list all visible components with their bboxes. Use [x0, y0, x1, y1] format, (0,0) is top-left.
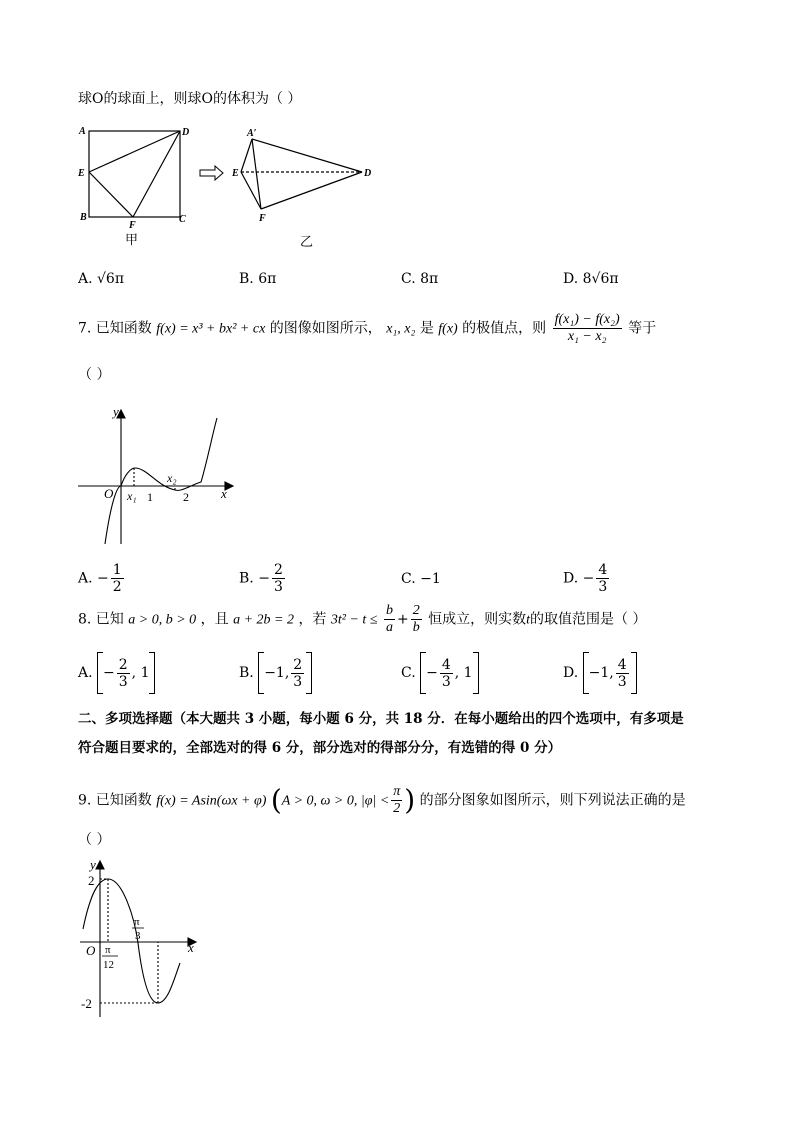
q6-option-a: A. √6π: [78, 271, 125, 287]
label-F: F: [129, 220, 136, 231]
q9-stem: 9. 已知函数 f(x) = Asin(ωx + φ) (A > 0, ω > 0, |φ| < $\frac{\pi}{2}$ ) 的部分图象如图所示，则下列说法正确的是: [78, 783, 686, 817]
pi12-den: 12: [103, 959, 114, 971]
q8-option-d: D. −1, $\frac{4}{3}$: [563, 652, 637, 694]
q7-option-d: D. − $\frac{4}{3}$: [563, 562, 608, 595]
q7-paren: （ ）: [78, 367, 111, 383]
q8-option-b: B. −1, $\frac{2}{3}$: [239, 652, 312, 694]
one-label: 1: [147, 490, 153, 504]
label-A: A: [79, 126, 86, 137]
label-C: C: [179, 214, 186, 225]
q6-figure: [75, 122, 395, 252]
q8-option-c: C. − $\frac{4}{3}$ , 1: [401, 652, 479, 694]
pi3-num: π: [134, 916, 140, 928]
pi12-num: π: [105, 944, 111, 956]
y-label: y: [113, 404, 119, 419]
x2-label: x₂: [167, 471, 177, 485]
q6-option-b: B. 6π: [239, 271, 277, 287]
label-E: E: [78, 168, 85, 179]
square-figure: [89, 131, 180, 217]
arrow-icon: [200, 166, 223, 180]
q8-option-a: A. − $\frac{2}{3}$ , 1: [78, 652, 155, 694]
q7-graph: [75, 402, 240, 550]
label-D2: D: [364, 168, 372, 179]
q7-option-b: B. − $\frac{2}{3}$: [239, 562, 283, 595]
fig-label-left: 甲: [125, 232, 139, 247]
label-A-prime: A′: [247, 128, 257, 139]
y-label: y: [90, 857, 96, 872]
q7-option-a: A. − $\frac{1}{2}$: [78, 562, 122, 595]
origin-label: O: [86, 943, 96, 958]
label-D: D: [182, 127, 190, 138]
q8-stem: 8. 已知 a > 0, b > 0 ，且 a + 2b = 2 ，若 3t² − t ≤ $\frac{b}{a}$ + $\frac{2}{b}$ 恒成立，则实数t的取值范围是（ ）: [78, 603, 647, 635]
tetrahedron-figure: [241, 139, 362, 209]
q9-graph: [78, 855, 208, 1020]
fig-label-right: 乙: [300, 234, 314, 249]
q7-option-c: C. −1: [401, 571, 441, 587]
q9-paren: （ ）: [78, 832, 111, 848]
q6-option-d: D. 8√6π: [563, 271, 619, 287]
label-E2: E: [232, 168, 239, 179]
label-F2: F: [259, 213, 266, 224]
origin-label: O: [104, 486, 114, 501]
label-B: B: [80, 212, 87, 223]
sine-curve: [83, 879, 180, 1003]
q6-stem: 球O的球面上，则球O的体积为（ ）: [78, 91, 302, 107]
section-heading-line2: 符合题目要求的，全部选对的得 6 分，部分选对的得部分分，有选错的得 0 分）: [78, 740, 562, 756]
x-label: x: [188, 940, 194, 955]
section-heading-line1: 二、多项选择题（本大题共 3 小题，每小题 6 分，共 18 分．在每小题给出的四个选项中，有多项是: [78, 711, 684, 727]
q7-stem: 7. 已知函数 f(x) = x³ + bx² + cx 的图像如图所示， x₁, x₂ 是 f(x) 的极值点，则 $\frac{\text{f(x₁) − f(x₂)}}{\text{x₁ − x₂}}$ 等于: [78, 312, 657, 344]
two-label: 2: [183, 490, 189, 504]
x1-label: x₁: [127, 489, 137, 503]
max-label: 2: [88, 873, 95, 888]
x-label: x: [221, 486, 227, 501]
q6-option-c: C. 8π: [401, 271, 439, 287]
curve: [105, 418, 217, 544]
min-label: -2: [81, 996, 92, 1011]
q7-fraction: $\frac{\text{f(x₁) − f(x₂)}}{\text{x₁ − x₂}}$: [554, 312, 620, 344]
pi3-den: 3: [135, 930, 141, 942]
